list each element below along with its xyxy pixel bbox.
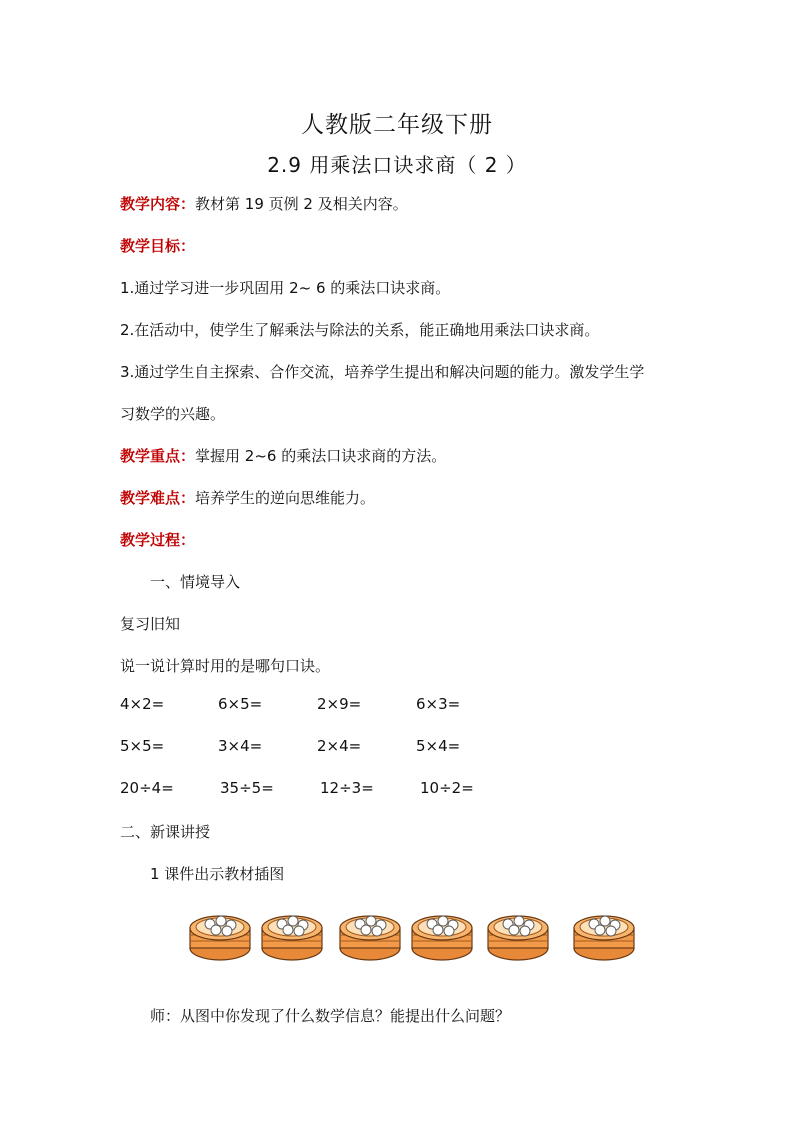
process-label: 教学过程： bbox=[120, 531, 196, 549]
calc-item: 4×2= bbox=[120, 695, 165, 713]
key-point-line bbox=[120, 445, 446, 466]
steamer-basket-icon bbox=[338, 906, 402, 966]
calc-item: 6×5= bbox=[218, 695, 263, 713]
objectives-label: 教学目标： bbox=[120, 237, 196, 255]
content-line bbox=[120, 193, 408, 214]
calc-item: 35÷5= bbox=[220, 779, 274, 797]
steamer-basket-icon bbox=[572, 906, 636, 966]
key-point-label: 教学重点： bbox=[120, 447, 196, 465]
steamer-illustration bbox=[180, 906, 640, 966]
steamer-basket-icon bbox=[188, 906, 252, 966]
lesson-title: 2.9 用乘法口诀求商（ 2 ） bbox=[267, 153, 527, 177]
objective-item-2: 2.在活动中，使学生了解乘法与除法的关系，能正确地用乘法口诀求商。 bbox=[120, 321, 600, 339]
page-title: 人教版二年级下册 bbox=[301, 112, 493, 138]
content-label: 教学内容： bbox=[120, 195, 196, 213]
calc-item: 5×4= bbox=[416, 737, 461, 755]
steamer-basket-icon bbox=[486, 906, 550, 966]
calc-item: 2×4= bbox=[317, 737, 362, 755]
review-label: 复习旧知 bbox=[120, 615, 181, 633]
content-text: 教材第 19 页例 2 及相关内容。 bbox=[195, 195, 408, 213]
difficulty-line bbox=[120, 487, 375, 508]
prompt-text: 说一说计算时用的是哪句口诀。 bbox=[120, 657, 331, 675]
calc-item: 6×3= bbox=[416, 695, 461, 713]
section-heading-1: 一、情境导入 bbox=[150, 573, 241, 591]
calc-item: 5×5= bbox=[120, 737, 165, 755]
objective-item-3-cont: 习数学的兴趣。 bbox=[120, 405, 226, 423]
calc-item: 12÷3= bbox=[320, 779, 374, 797]
objective-item-3: 3.通过学生自主探索、合作交流，培养学生提出和解决问题的能力。激发学生学 bbox=[120, 363, 645, 381]
key-point-text: 掌握用 2~6 的乘法口诀求商的方法。 bbox=[195, 447, 447, 465]
steamer-basket-icon bbox=[260, 906, 324, 966]
section-heading-2: 二、新课讲授 bbox=[120, 823, 211, 841]
steamer-basket-icon bbox=[410, 906, 474, 966]
calc-item: 10÷2= bbox=[420, 779, 474, 797]
calc-item: 2×9= bbox=[317, 695, 362, 713]
calc-item: 3×4= bbox=[218, 737, 263, 755]
difficulty-label: 教学难点： bbox=[120, 489, 196, 507]
objective-item-1: 1.通过学习进一步巩固用 2~ 6 的乘法口诀求商。 bbox=[120, 279, 451, 297]
teacher-question: 师：从图中你发现了什么数学信息？能提出什么问题？ bbox=[150, 1007, 511, 1025]
step-1-text: 1 课件出示教材插图 bbox=[150, 865, 285, 883]
calc-item: 20÷4= bbox=[120, 779, 174, 797]
difficulty-text: 培养学生的逆向思维能力。 bbox=[195, 489, 376, 507]
